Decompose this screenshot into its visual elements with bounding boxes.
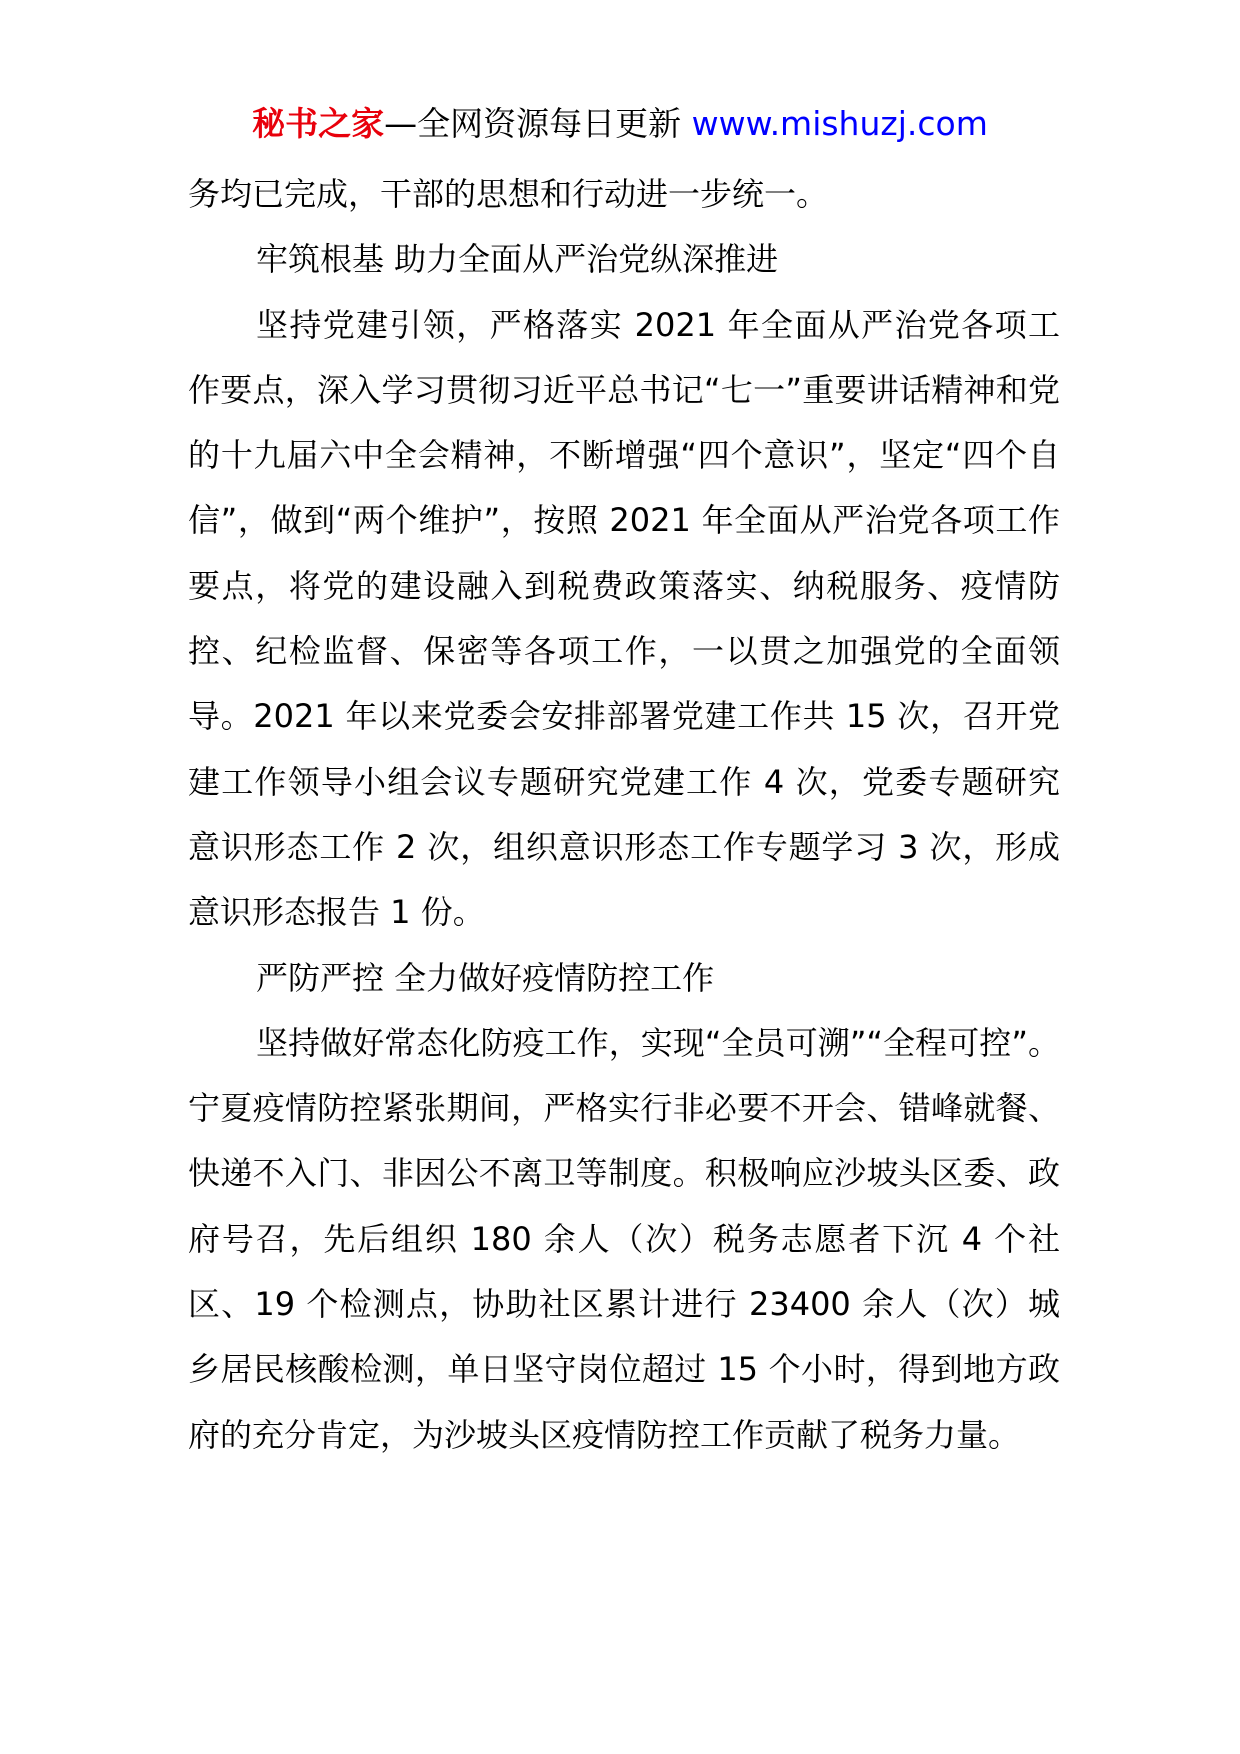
site-header xyxy=(0,102,1240,146)
section-heading-party-building: 牢筑根基 助力全面从严治党纵深推进 xyxy=(256,240,779,279)
header-slogan: —全网资源每日更新 xyxy=(384,104,692,143)
site-url[interactable]: www.mishuzj.com xyxy=(691,104,988,143)
document-body xyxy=(188,162,1060,1468)
paragraph-epidemic-control: 坚持做好常态化防疫工作，实现“全员可溯”“全程可控”。宁夏疫情防控紧张期间，严格实行非必要不开会、错峰就餐、快递不入门、非因公不离卫等制度。积极响应沙坡头区委、政府号召，先后组织 180 余人（次）税务志愿者下沉 4 个社区、19 个检测点，协助社区累计进行 23400 余人（次）城乡居民核酸检测，单日坚守岗位超过 15 个小时，得到地方政府的充分肯定，为沙坡头区疫情防控工作贡献了税务力量。 xyxy=(188,1023,1060,1454)
paragraph-party-building: 坚持党建引领，严格落实 2021 年全面从严治党各项工作要点，深入学习贯彻习近平总书记“七一”重要讲话精神和党的十九届六中全会精神，不断增强“四个意识”，坚定“四个自信”，做到“两个维护”，按照 2021 年全面从严治党各项工作要点，将党的建设融入到税费政策落实、纳税服务、疫情防控、纪检监督、保密等各项工作，一以贯之加强党的全面领导。2021 年以来党委会安排部署党建工作共 15 次，召开党建工作领导小组会议专题研究党建工作 4 次，党委专题研究意识形态工作 2 次，组织意识形态工作专题学习 3 次，形成意识形态报告 1 份。 xyxy=(188,305,1060,932)
brand-name: 秘书之家 xyxy=(252,104,385,143)
paragraph-continuation: 务均已完成，干部的思想和行动进一步统一。 xyxy=(188,175,829,213)
section-heading-epidemic-control: 严防严控 全力做好疫情防控工作 xyxy=(256,958,715,997)
